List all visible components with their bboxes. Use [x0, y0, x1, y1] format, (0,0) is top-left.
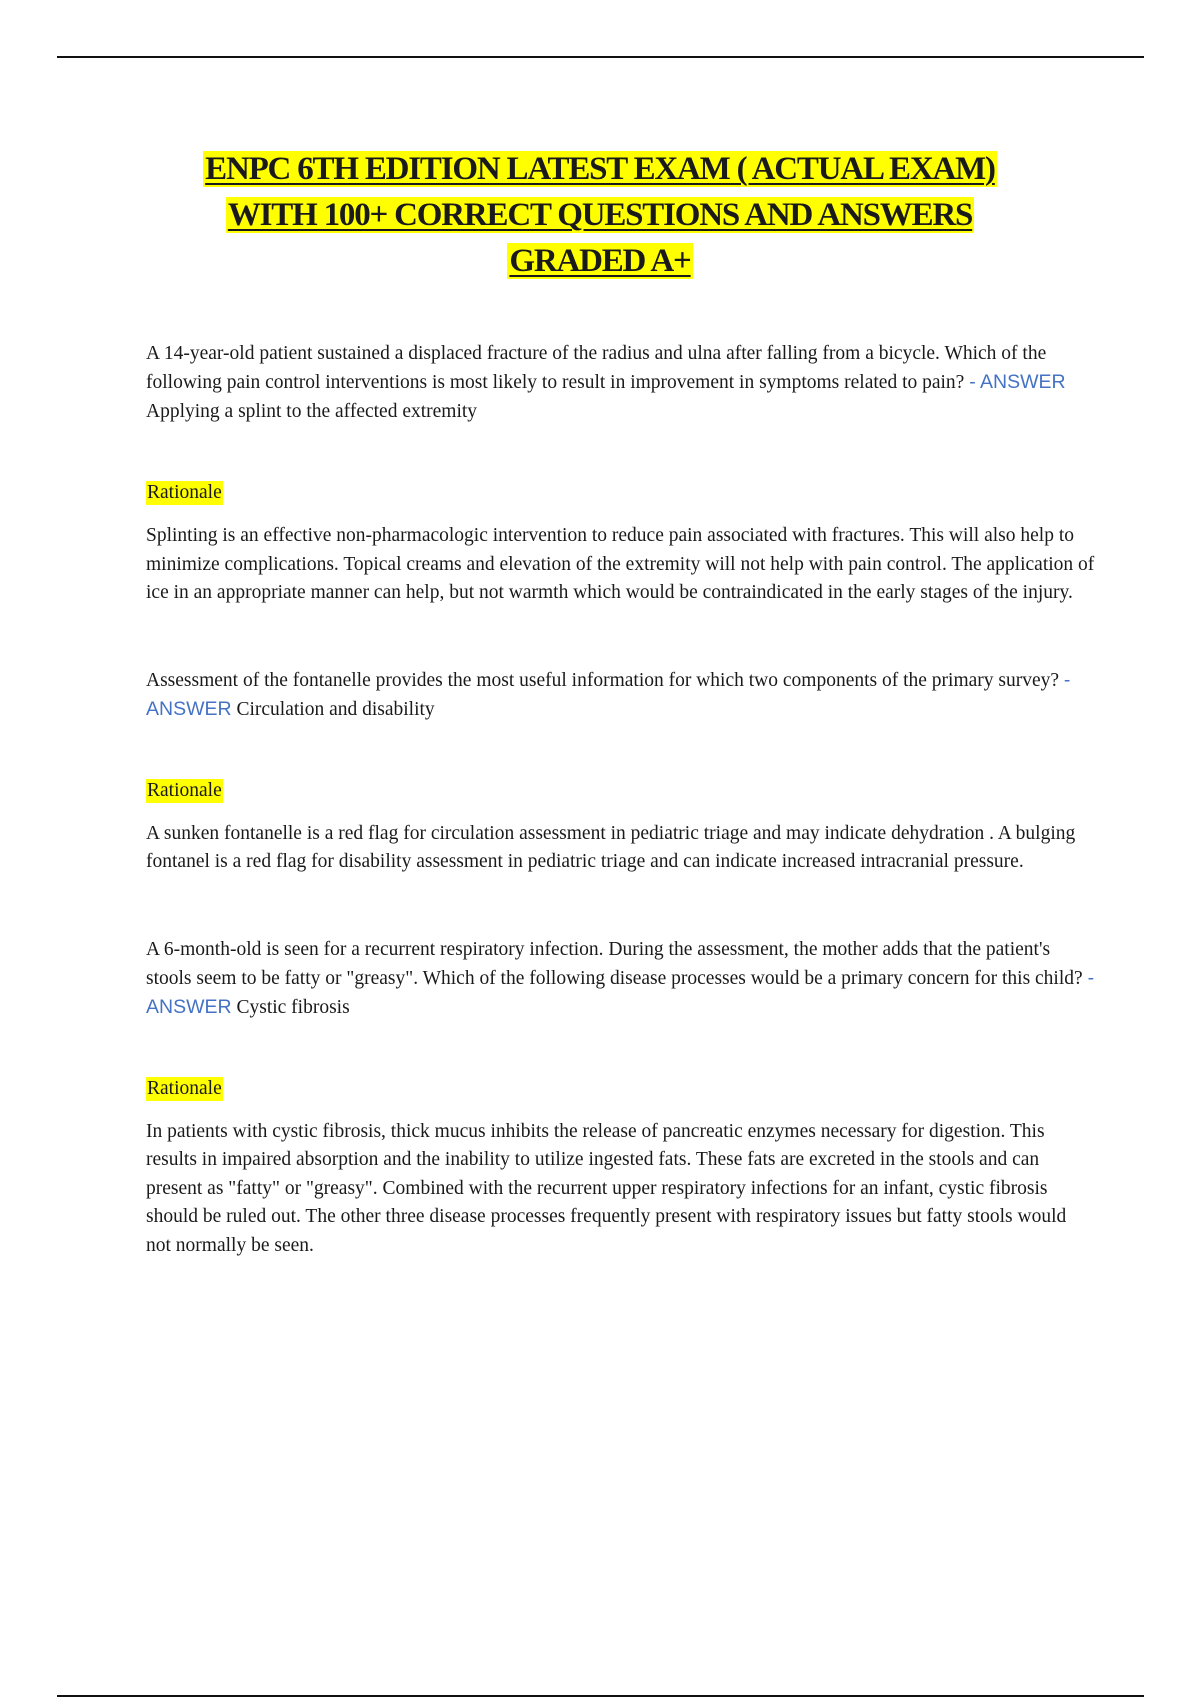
rationale-3: In patients with cystic fibrosis, thick mucus inhibits the release of pancreatic enzymes necessary for digestion. This results in impaired absorption and the inability to utilize ingested fats. These fats are excreted in the stools and can present as "fatty" or "greasy". Combined with the recurrent upper respiratory infections for an infant, cystic fibrosis should be ruled out. The other three disease processes frequently present with respiratory issues but fatty stools would not normally be seen.	[146, 1120, 1067, 1256]
question-2-text: Assessment of the fontanelle provides the most useful information for which two components of the primary survey?	[146, 669, 1060, 691]
question-1-text: A 14-year-old patient sustained a displaced fracture of the radius and ulna after falling from a bicycle. Which of the following pain control interventions is most likely to result in improvement in symptoms related to pain?	[146, 343, 1047, 393]
question-1	[146, 339, 1096, 426]
rationale-2: A sunken fontanelle is a red flag for circulation assessment in pediatric triage and may indicate dehydration . A bulging fontanel is a red flag for disability assessment in pediatric triage and can indicate increased intracranial pressure.	[146, 822, 1076, 872]
answer-marker: - ANSWER	[146, 668, 1071, 720]
answer-marker: - ANSWER	[969, 371, 1066, 393]
rationale-heading-1: Rationale	[147, 482, 222, 503]
answer-3-text: Cystic fibrosis	[236, 996, 350, 1018]
document-title	[0, 146, 1200, 284]
header-rule	[57, 56, 1144, 58]
answer-1-text: Applying a splint to the affected extremity	[146, 401, 478, 422]
question-3-text: A 6-month-old is seen for a recurrent respiratory infection. During the assessment, the mother adds that the patient's stools seem to be fatty or "greasy". Which of the following disease processes would be a primary concern for this child?	[146, 938, 1083, 989]
question-3	[146, 935, 1096, 1022]
title-line-2: WITH 100+ CORRECT QUESTIONS AND ANSWERS	[227, 197, 973, 233]
rationale-heading-3: Rationale	[147, 1077, 222, 1099]
answer-2-text: Circulation and disability	[236, 698, 435, 720]
footer-rule	[57, 1695, 1144, 1697]
title-line-3: GRADED A+	[509, 243, 691, 279]
question-2	[146, 666, 1096, 724]
rationale-heading-2: Rationale	[147, 779, 222, 801]
qa-content	[146, 339, 1096, 1260]
title-line-1: ENPC 6TH EDITION LATEST EXAM ( ACTUAL EXAM)	[205, 151, 995, 187]
answer-marker: - ANSWER	[146, 966, 1095, 1018]
rationale-1: Splinting is an effective non-pharmacologic intervention to reduce pain associated with fractures. This will also help to minimize complications. Topical creams and elevation of the extremity will not help with pain control. The application of ice in an appropriate manner can help, but not warmth which would be contraindicated in the early stages of the injury.	[146, 525, 1095, 603]
